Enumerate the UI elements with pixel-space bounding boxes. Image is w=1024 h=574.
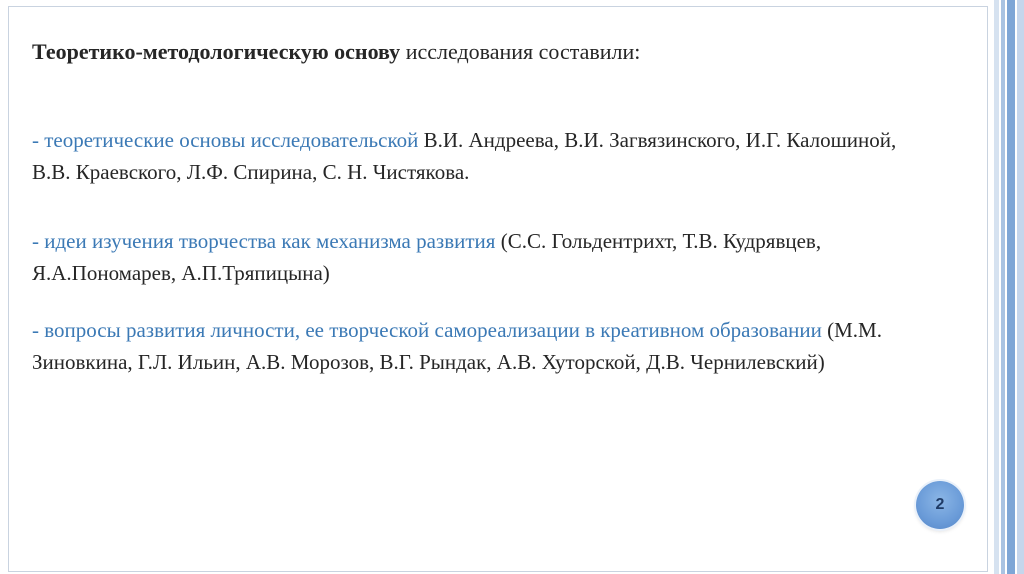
stripe-4 [1017, 0, 1024, 574]
paragraph-highlight: - теоретические основы исследовательской [32, 128, 419, 152]
slide-title-rest: исследования составили: [400, 39, 641, 64]
stripe-1 [994, 0, 999, 574]
paragraph-authors: В.И. Андреева, В.И. Загвязинского, И.Г. Калошиной, В.В. Краевского, Л.Ф. Спирина, С. Н. Чистякова. [32, 128, 897, 184]
page-number-badge: 2 [916, 481, 964, 529]
slide-frame [8, 6, 988, 572]
paragraph-personality-development [32, 314, 932, 378]
paragraph-authors: (М.М. Зиновкина, Г.Л. Ильин, А.В. Морозов, В.Г. Рындак, А.В. Хуторской, Д.В. Чернилевский) [32, 318, 882, 374]
slide-title [32, 36, 932, 68]
paragraph-creativity-ideas [32, 225, 932, 289]
decorative-stripes [994, 0, 1024, 574]
stripe-2 [1001, 0, 1005, 574]
stripe-3 [1007, 0, 1015, 574]
paragraph-highlight: - вопросы развития личности, ее творческой самореализации в креативном образовании [32, 318, 822, 342]
paragraph-authors: (С.С. Гольдентрихт, Т.В. Кудрявцев, Я.А.Пономарев, А.П.Тряпицына) [32, 229, 822, 285]
paragraph-highlight: - идеи изучения творчества как механизма развития [32, 229, 496, 253]
paragraph-theoretical-basis [32, 124, 932, 188]
slide-title-bold: Теоретико-методологическую основу [32, 39, 401, 64]
